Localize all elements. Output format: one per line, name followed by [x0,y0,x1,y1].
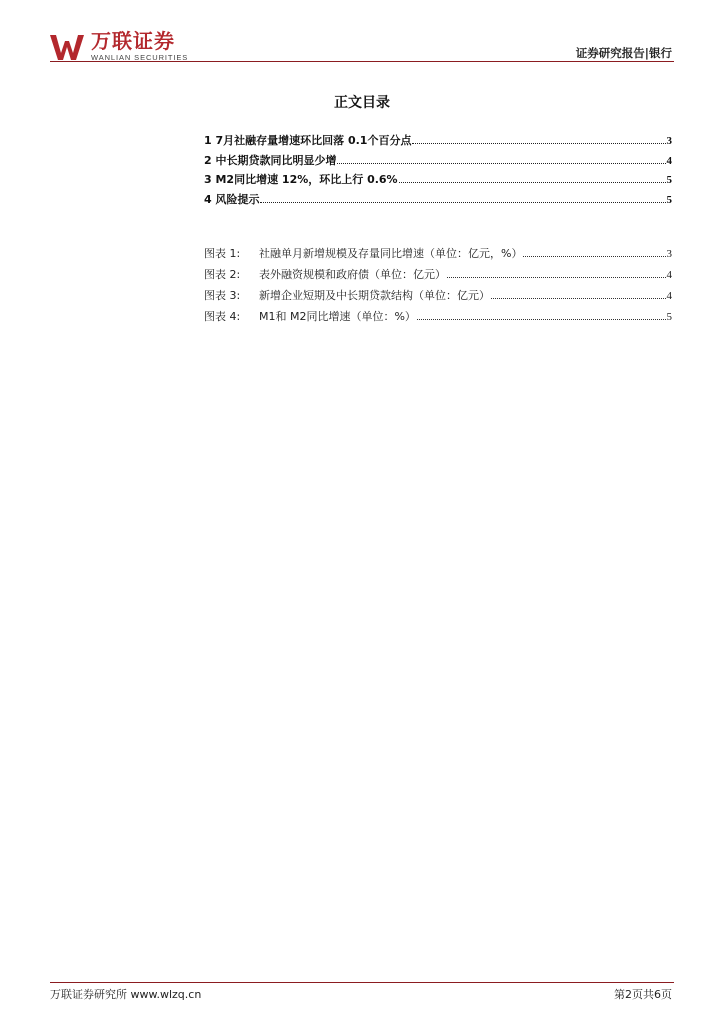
figure-leader-dots [447,267,666,278]
figure-page: 3 [666,248,672,260]
footer-page-number: 第2页共6页 [614,988,672,1001]
figure-label: M1和 M2同比增速（单位：%） [259,310,416,323]
toc-title: 正文目录 [334,95,390,111]
figure-page: 4 [666,269,672,281]
figure-label: 新增企业短期及中长期贷款结构（单位：亿元） [259,289,490,302]
figure-number: 图表 1: [204,247,241,260]
figure-item[interactable] [204,246,672,267]
toc-item[interactable] [204,133,672,153]
figure-page: 5 [666,311,672,323]
header-divider [50,61,674,62]
figure-page: 4 [666,290,672,302]
toc-item-label: 1 7月社融存量增速环比回落 0.1个百分点 [204,134,412,147]
toc-item[interactable] [204,172,672,192]
figure-leader-dots [523,246,665,257]
toc-item-page: 4 [666,154,672,167]
toc-item-label: 4 风险提示 [204,192,260,206]
toc-leader-dots [337,153,665,164]
toc-item-page: 5 [666,174,672,186]
toc-item-label: 2 中长期贷款同比明显少增 [204,153,337,167]
figure-number: 图表 3: [204,289,241,302]
figure-leader-dots [491,288,666,299]
toc-item-page: 3 [666,135,672,147]
toc-leader-dots [399,172,666,183]
toc-item-page: 5 [666,193,672,206]
toc-list [204,133,672,211]
figure-item[interactable] [204,309,672,330]
toc-leader-dots [260,192,665,203]
logo-english-name: WANLIAN SECURITIES [91,53,189,62]
figure-number: 图表 4: [204,310,241,323]
figure-item[interactable] [204,288,672,309]
figure-label: 社融单月新增规模及存量同比增速（单位：亿元，%） [259,247,523,260]
logo-chinese-name: 万联证券 [91,29,175,53]
figure-item[interactable] [204,267,672,288]
figure-label: 表外融资规模和政府债（单位：亿元） [259,268,446,281]
toc-leader-dots [412,133,665,144]
report-category: 证券研究报告|银行 [575,46,672,60]
figure-list [204,246,672,330]
footer-institute: 万联证券研究所 www.wlzq.cn [50,988,202,1001]
footer-divider [50,982,674,983]
page-header [0,0,724,64]
figure-number: 图表 2: [204,268,241,281]
figure-leader-dots [417,309,666,320]
toc-item[interactable] [204,153,672,173]
toc-item[interactable] [204,192,672,212]
toc-item-label: 3 M2同比增速 12%，环比上行 0.6% [204,173,398,186]
wanlian-logo-icon [50,33,84,61]
